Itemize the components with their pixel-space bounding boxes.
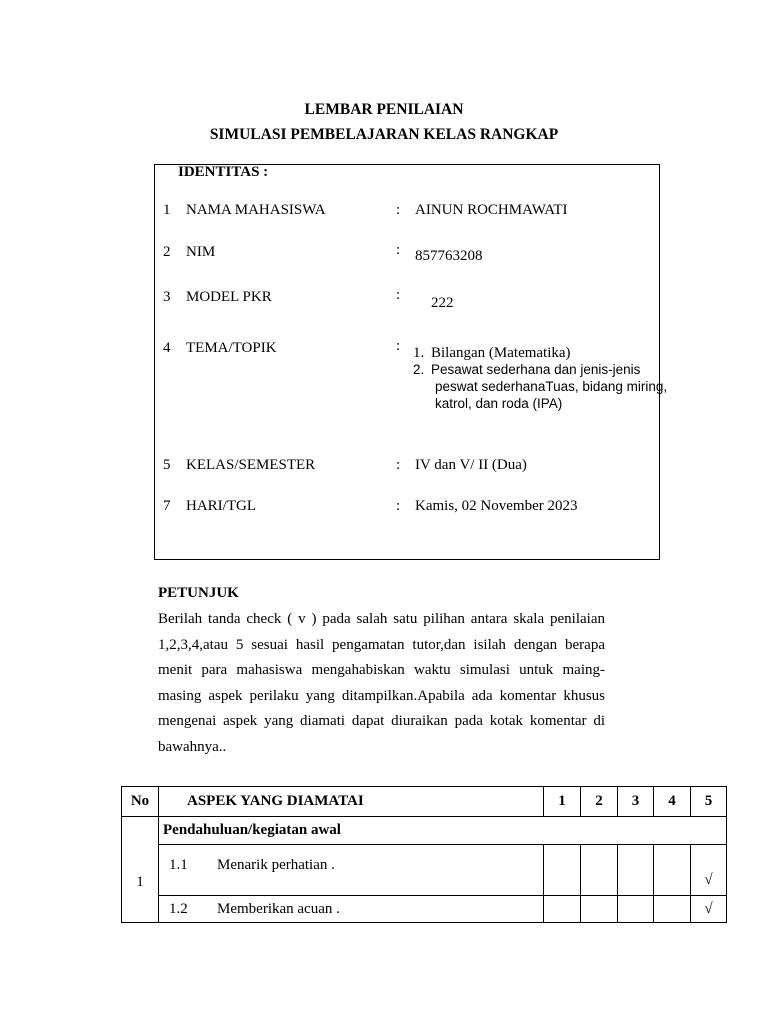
table-row	[122, 845, 727, 896]
aspek-table	[121, 786, 727, 923]
identitas-label-kelas: KELAS/SEMESTER	[186, 457, 316, 473]
identitas-label-tema: TEMA/TOPIK	[186, 340, 277, 356]
tema-item-text-line: katrol, dan roda (IPA)	[435, 396, 563, 411]
header-scale-4: 4	[654, 787, 691, 817]
table-header-row	[122, 787, 727, 817]
check-cell[interactable]	[581, 896, 618, 923]
identitas-value-hari: Kamis, 02 November 2023	[415, 498, 578, 514]
header-scale-3: 3	[618, 787, 654, 817]
identitas-separator: :	[396, 457, 401, 473]
section-title: Pendahuluan/kegiatan awal	[159, 817, 727, 845]
tema-item-text-line: Pesawat sederhana dan jenis-jenis	[431, 362, 641, 377]
header-scale-2: 2	[581, 787, 618, 817]
identitas-separator: :	[396, 202, 401, 218]
aspek-cell	[159, 896, 544, 923]
aspek-number: 1.2	[169, 900, 188, 917]
identitas-separator: :	[396, 242, 401, 258]
tema-item-text: Bilangan (Matematika)	[431, 345, 571, 361]
section-row	[122, 817, 727, 845]
tema-item-number: 1.	[413, 345, 425, 361]
identitas-value-model: 222	[431, 295, 454, 311]
identitas-row-number: 5	[163, 457, 171, 473]
aspek-cell	[159, 845, 544, 896]
identitas-row-number: 2	[163, 244, 171, 260]
identitas-row-number: 1	[163, 202, 171, 218]
aspek-text: Memberikan acuan .	[217, 900, 340, 917]
check-cell[interactable]	[544, 896, 581, 923]
identitas-label-hari: HARI/TGL	[186, 498, 256, 514]
tema-item-text-line: peswat sederhanaTuas, bidang miring,	[435, 379, 668, 394]
check-cell[interactable]	[654, 896, 691, 923]
identitas-separator: :	[396, 498, 401, 514]
identitas-separator: :	[396, 287, 401, 303]
table-row	[122, 896, 727, 923]
check-cell[interactable]	[618, 896, 654, 923]
identitas-label-nim: NIM	[186, 244, 216, 260]
identitas-value-nim: 857763208	[415, 248, 483, 264]
aspek-text: Menarik perhatian .	[217, 857, 335, 873]
document-subtitle: SIMULASI PEMBELAJARAN KELAS RANGKAP	[209, 126, 559, 143]
aspek-number: 1.1	[169, 857, 188, 873]
header-aspek: ASPEK YANG DIAMATAI	[159, 787, 544, 817]
identitas-value-nama: AINUN ROCHMAWATI	[415, 202, 568, 218]
section-number: 1	[122, 817, 159, 923]
identitas-label-nama: NAMA MAHASISWA	[186, 202, 326, 218]
identitas-value-kelas: IV dan V/ II (Dua)	[415, 457, 527, 473]
identitas-row-number: 4	[163, 340, 171, 356]
header-scale-5: 5	[691, 787, 727, 817]
check-cell[interactable]	[654, 845, 691, 896]
check-cell[interactable]: √	[691, 896, 727, 923]
document-title: LEMBAR PENILAIAN	[304, 101, 464, 118]
check-cell[interactable]	[618, 845, 654, 896]
identitas-separator: :	[396, 338, 401, 354]
petunjuk-paragraph: Berilah tanda check ( v ) pada salah satu pilihan antara skala penilaian 1,2,3,4,atau 5 sesuai hasil pengamatan tutor,dan isilah dengan berapa menit para mahasiswa mengahabiskan waktu simulasi untuk maing-masing aspek perilaku yang ditampilkan.Apabila ada komentar khusus mengenai aspek yang diamati dapat diuraikan pada kotak komentar di bawahnya..	[158, 611, 605, 755]
identitas-row-number: 3	[163, 289, 171, 305]
identitas-row-number: 7	[163, 498, 171, 514]
petunjuk-heading: PETUNJUK	[158, 585, 239, 601]
identitas-heading: IDENTITAS :	[178, 164, 269, 180]
check-cell[interactable]: √	[691, 845, 727, 896]
tema-item-number: 2.	[413, 362, 425, 377]
header-no: No	[122, 787, 159, 817]
check-cell[interactable]	[544, 845, 581, 896]
header-scale-1: 1	[544, 787, 581, 817]
check-cell[interactable]	[581, 845, 618, 896]
identitas-label-model: MODEL PKR	[186, 289, 272, 305]
